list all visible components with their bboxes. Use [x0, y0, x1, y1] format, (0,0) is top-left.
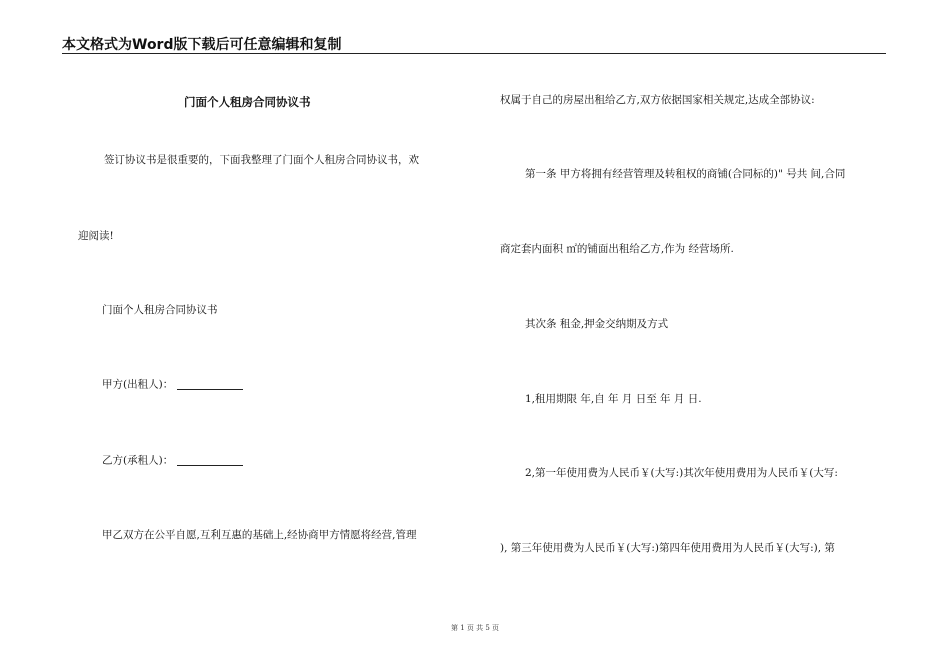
right-line-4: 其次条 租金,押金交纳期及方式: [525, 318, 669, 330]
right-line-7: ), 第三年使用费为人民币￥(大写:)第四年使用费用为人民币￥(大写:), 第: [500, 542, 835, 554]
intro-line-1: 签订协议书是很重要的，下面我整理了门面个人租房合同协议书，欢: [104, 154, 419, 166]
right-line-5: 1,租用期限 年,自 年 月 日至 年 月 日.: [525, 393, 702, 405]
document-title: 门面个人租房合同协议书: [184, 95, 311, 109]
intro-line-2: 迎阅读!: [78, 230, 114, 242]
party-a-row: [102, 379, 243, 390]
header-rule: [62, 53, 886, 54]
page-footer: 第 1 页 共 5 页: [450, 624, 500, 632]
party-b-label: 乙方(承租人)：: [102, 454, 174, 467]
party-a-blank: [177, 379, 243, 390]
right-line-6: 2,第一年使用费为人民币￥(大写:)其次年使用费用为人民币￥(大写:: [525, 467, 838, 479]
paragraph-1: 甲乙双方在公平自愿,互利互惠的基础上,经协商甲方情愿将经营,管理: [102, 529, 417, 541]
right-line-2: 第一条 甲方将拥有经营管理及转租权的商铺(合同标的)" 号共 间,合同: [525, 168, 846, 180]
party-b-blank: [177, 455, 243, 466]
party-b-row: [102, 455, 243, 466]
header-banner: 本文格式为Word版下载后可任意编辑和复制: [62, 37, 342, 53]
subtitle: 门面个人租房合同协议书: [102, 304, 218, 316]
right-line-3: 商定套内面积 ㎡的铺面出租给乙方,作为 经营场所.: [500, 243, 734, 255]
party-a-label: 甲方(出租人)：: [102, 378, 174, 391]
right-line-1: 权属于自己的房屋出租给乙方,双方依据国家相关规定,达成全部协议:: [500, 94, 815, 106]
